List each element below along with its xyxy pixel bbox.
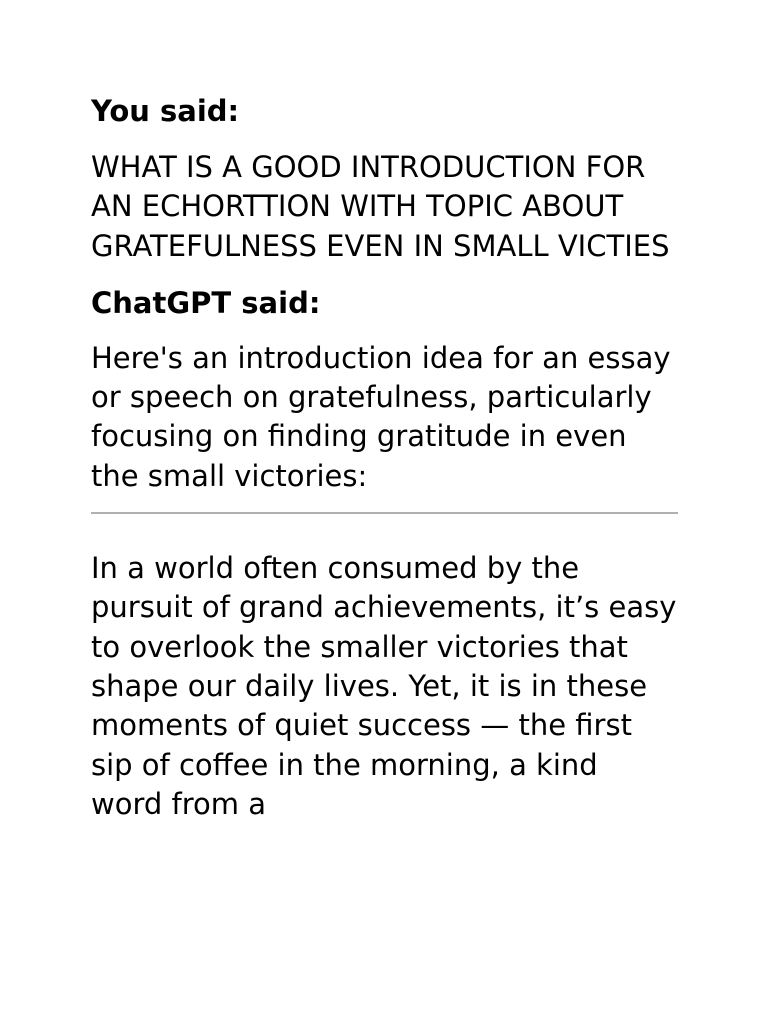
user-message: WHAT IS A GOOD INTRODUCTION FOR AN ECHORTTION WITH TOPIC ABOUT GRATEFULNESS EVEN IN SMALL VICTIES <box>91 150 670 263</box>
assistant-body: In a world often consumed by the pursuit of grand achievements, it’s easy to overlook the smaller victories that shape our daily lives. Yet, it is in these moments of quiet success — the first sip of coffee in the morning, a kind word from a <box>91 551 677 821</box>
section-divider <box>91 512 678 514</box>
user-label: You said: <box>91 94 240 128</box>
conversation-document <box>91 92 678 824</box>
assistant-intro: Here's an introduction idea for an essay or speech on gratefulness, particularly focusing on finding gratitude in even the small victories: <box>91 340 671 493</box>
assistant-label: ChatGPT said: <box>91 285 321 320</box>
